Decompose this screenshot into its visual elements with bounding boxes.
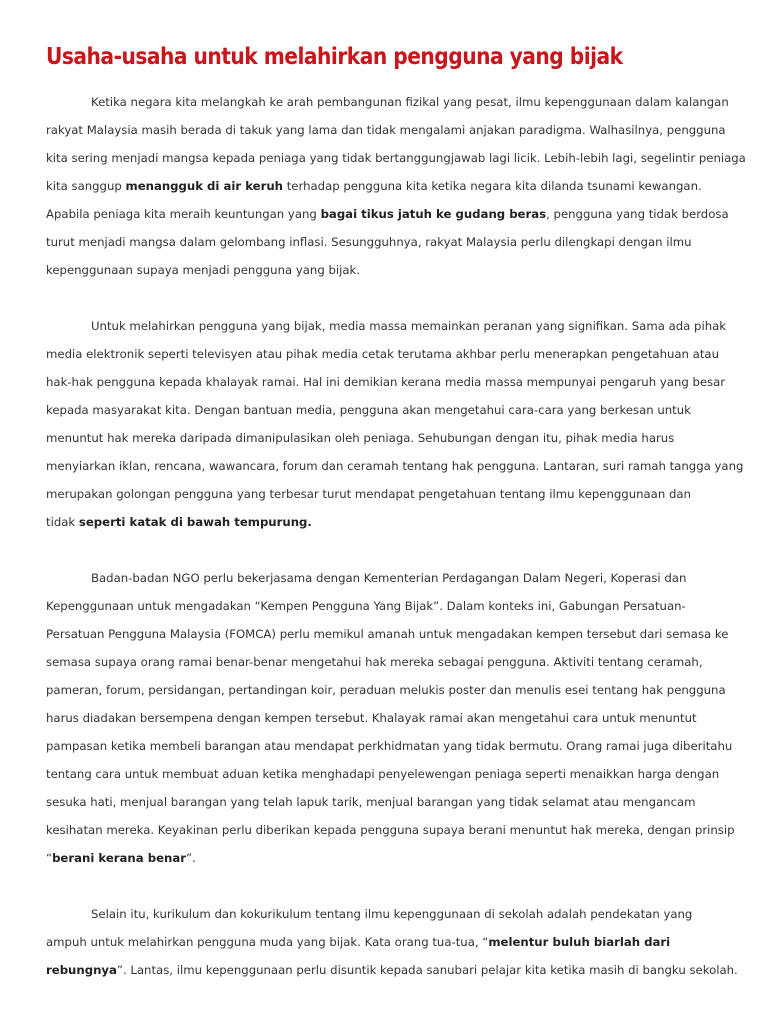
text-line — [46, 144, 746, 172]
text-line — [46, 900, 726, 928]
text-run: , pengguna yang tidak berdosa — [546, 207, 729, 221]
text-run: media elektronik seperti televisyen atau pihak media cetak terutama akhbar perlu menerapkan pengetahuan atau — [46, 347, 719, 361]
emphasized-phrase: melentur buluh biarlah dari — [488, 935, 671, 949]
text-run: kita sanggup — [46, 179, 126, 193]
text-run: terhadap pengguna kita ketika negara kita dilanda tsunami kewangan. — [283, 179, 702, 193]
paragraph — [46, 88, 746, 284]
text-line — [46, 676, 726, 704]
text-run: ”. — [185, 851, 196, 865]
paragraph — [46, 900, 738, 984]
text-run: semasa supaya orang ramai benar-benar mengetahui hak mereka sebagai pengguna. Aktiviti tentang ceramah, — [46, 655, 703, 669]
text-line — [46, 368, 726, 396]
paragraph-gap — [46, 284, 726, 312]
text-line — [46, 396, 726, 424]
text-run: Untuk melahirkan pengguna yang bijak, media massa memainkan peranan yang signifikan. Sama ada pihak — [91, 319, 727, 333]
text-run: Badan-badan NGO perlu bekerjasama dengan Kementerian Perdagangan Dalam Negeri, Koperasi dan — [91, 571, 687, 585]
text-run: turut menjadi mangsa dalam gelombang inflasi. Sesungguhnya, rakyat Malaysia perlu dilengkapi dengan ilmu — [46, 235, 692, 249]
text-run: menyiarkan iklan, rencana, wawancara, forum dan ceramah tentang hak pengguna. Lantaran, suri ramah tangga yang — [46, 459, 744, 473]
text-line — [46, 704, 726, 732]
text-line — [46, 592, 726, 620]
text-run: hak-hak pengguna kepada khalayak ramai. Hal ini demikian kerana media massa mempunyai pengaruh yang besar — [46, 375, 726, 389]
text-run: merupakan golongan pengguna yang terbesar turut mendapat pengetahuan tentang ilmu kepenggunaan dan — [46, 487, 691, 501]
text-run: ampuh untuk melahirkan pengguna muda yang bijak. Kata orang tua-tua, “ — [46, 935, 489, 949]
text-run: kepada masyarakat kita. Dengan bantuan media, pengguna akan mengetahui cara-cara yang berkesan untuk — [46, 403, 691, 417]
text-line — [46, 732, 733, 760]
text-line — [46, 788, 726, 816]
text-line — [46, 816, 735, 844]
paragraph-gap — [46, 536, 726, 564]
emphasized-phrase: menangguk di air keruh — [125, 179, 283, 193]
paragraph — [46, 564, 735, 872]
text-line — [46, 620, 729, 648]
text-run: Selain itu, kurikulum dan kokurikulum tentang ilmu kepenggunaan di sekolah adalah pendekatan yang — [91, 907, 693, 921]
text-line — [46, 508, 726, 536]
text-run: kita sering menjadi mangsa kepada peniaga yang tidak bertanggungjawab lagi licik. Lebih-lebih lagi, segelintir peniaga — [46, 151, 746, 165]
text-line — [46, 928, 726, 956]
text-line — [46, 228, 726, 256]
text-line — [46, 200, 729, 228]
text-run: Ketika negara kita melangkah ke arah pembangunan fizikal yang pesat, ilmu kepenggunaan dalam kalangan — [91, 95, 729, 109]
text-run: ”. Lantas, ilmu kepenggunaan perlu disuntik kepada sanubari pelajar kita ketika masih di bangku sekolah. — [116, 963, 738, 977]
text-line — [46, 424, 726, 452]
text-run: Kepenggunaan untuk mengadakan “Kempen Pengguna Yang Bijak”. Dalam konteks ini, Gabungan Persatuan- — [46, 599, 686, 613]
text-line — [46, 956, 738, 984]
text-line — [46, 340, 726, 368]
text-run: kesihatan mereka. Keyakinan perlu diberikan kepada pengguna supaya berani menuntut hak mereka, dengan prinsip — [46, 823, 735, 837]
text-line — [46, 88, 729, 116]
text-line — [46, 480, 726, 508]
text-line — [46, 844, 726, 872]
document-title: Usaha-usaha untuk melahirkan pengguna yang bijak — [46, 44, 623, 70]
paragraph — [46, 312, 744, 536]
text-line — [46, 256, 726, 284]
text-line — [46, 648, 726, 676]
text-run: Apabila peniaga kita meraih keuntungan yang — [46, 207, 321, 221]
text-line — [46, 452, 744, 480]
text-run: tentang cara untuk membuat aduan ketika menghadapi penyelewengan peniaga seperti menaikkan harga dengan — [46, 767, 720, 781]
text-line — [46, 116, 726, 144]
text-run: menuntut hak mereka daripada dimanipulasikan oleh peniaga. Sehubungan dengan itu, pihak media harus — [46, 431, 675, 445]
paragraph-gap — [46, 872, 726, 900]
text-line — [46, 172, 726, 200]
text-line — [46, 564, 726, 592]
text-run: rakyat Malaysia masih berada di takuk yang lama dan tidak mengalami anjakan paradigma. Walhasilnya, pengguna — [46, 123, 726, 137]
text-run: “ — [46, 851, 53, 865]
emphasized-phrase: berani kerana benar — [52, 851, 186, 865]
emphasized-phrase: bagai tikus jatuh ke gudang beras — [320, 207, 547, 221]
emphasized-phrase: seperti katak di bawah tempurung. — [78, 515, 312, 529]
text-line — [46, 312, 726, 340]
text-run: Persatuan Pengguna Malaysia (FOMCA) perlu memikul amanah untuk mengadakan kempen tersebut dari semasa ke — [46, 627, 729, 641]
text-run: harus diadakan bersempena dengan kempen tersebut. Khalayak ramai akan mengetahui cara untuk menuntut — [46, 711, 697, 725]
text-run: kepenggunaan supaya menjadi pengguna yang bijak. — [46, 263, 361, 277]
text-run: pampasan ketika membeli barangan atau mendapat perkhidmatan yang tidak bermutu. Orang ramai juga diberitahu — [46, 739, 733, 753]
text-run: tidak — [46, 515, 79, 529]
emphasized-phrase: rebungnya — [46, 963, 117, 977]
text-run: sesuka hati, menjual barangan yang telah lapuk tarik, menjual barangan yang tidak selamat atau mengancam — [46, 795, 696, 809]
text-run: pameran, forum, persidangan, pertandingan koir, peraduan melukis poster dan menulis esei tentang hak pengguna — [46, 683, 726, 697]
text-line — [46, 760, 726, 788]
document-body — [46, 88, 746, 984]
